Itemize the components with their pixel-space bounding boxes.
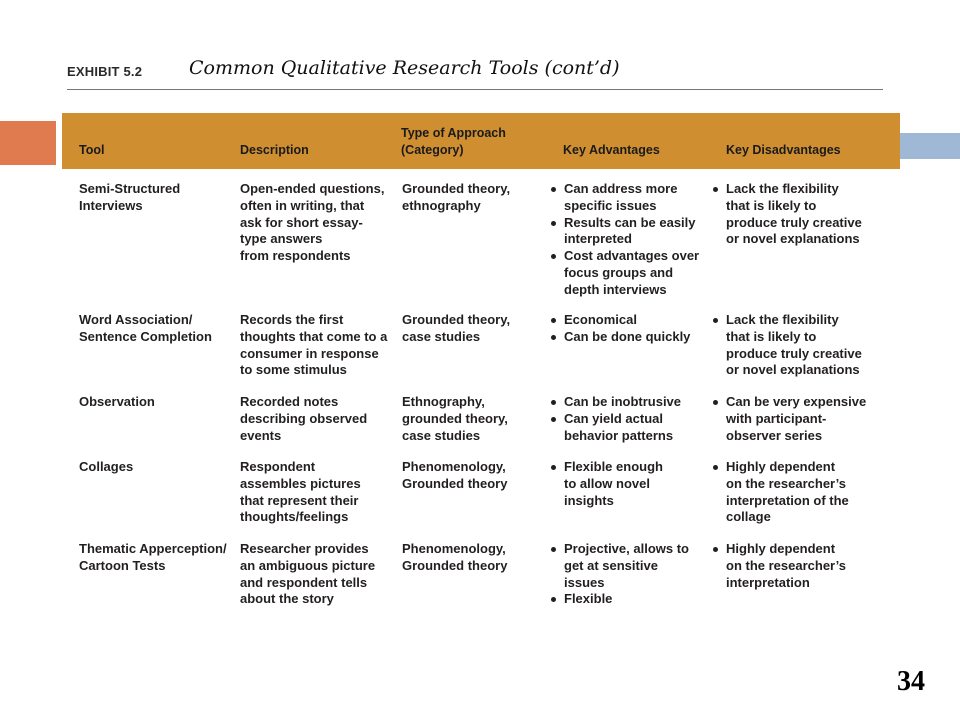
cell-description: [240, 312, 387, 379]
approach-line: case studies: [402, 427, 481, 443]
description-line: events: [240, 427, 282, 443]
advantage-line: Projective, allows to: [564, 541, 689, 556]
cell-approach: [402, 394, 508, 444]
advantage-item: [550, 591, 689, 608]
disadvantage-line: Can be very expensive: [726, 394, 867, 409]
disadvantage-line: collage: [726, 509, 771, 525]
disadvantage-line: Highly dependent: [726, 459, 836, 474]
disadvantage-line: interpretation: [726, 574, 810, 590]
description-line: thoughts/feelings: [240, 509, 349, 525]
cell-tool: [79, 181, 180, 215]
advantage-line: Flexible enough: [564, 459, 663, 474]
advantage-line: to allow novel: [564, 475, 650, 491]
cell-tool: [79, 541, 227, 575]
approach-line: Grounded theory: [402, 557, 508, 573]
header-description: Description: [240, 143, 309, 157]
advantage-item: [550, 181, 699, 215]
disadvantage-item: [712, 312, 862, 379]
advantage-line: interpreted: [564, 231, 632, 247]
advantage-line: insights: [564, 492, 614, 508]
tool-line: Interviews: [79, 197, 143, 213]
cell-tool: [79, 394, 155, 411]
disadvantages-list: [712, 541, 846, 591]
description-line: assembles pictures: [240, 475, 361, 491]
disadvantage-line: on the researcher’s: [726, 557, 846, 573]
disadvantage-line: that is likely to: [726, 197, 817, 213]
advantage-line: depth interviews: [564, 281, 667, 297]
page-number: 34: [897, 666, 925, 697]
disadvantage-line: interpretation of the: [726, 492, 849, 508]
advantage-line: issues: [564, 574, 605, 590]
cell-disadvantages: [712, 459, 849, 526]
cell-advantages: [550, 394, 681, 444]
header-approach-line: Type of Approach: [401, 126, 506, 140]
advantages-list: [550, 312, 690, 346]
description-line: ask for short essay-: [240, 214, 363, 230]
cell-tool: [79, 312, 212, 346]
cell-approach: [402, 459, 507, 493]
advantages-list: [550, 541, 689, 608]
disadvantage-line: Highly dependent: [726, 541, 836, 556]
approach-line: grounded theory,: [402, 410, 508, 426]
header-tool: Tool: [79, 143, 105, 157]
tool-line: Thematic Apperception/: [79, 541, 227, 556]
disadvantage-item: [712, 459, 849, 526]
header-approach-line: (Category): [401, 143, 464, 157]
description-line: describing observed: [240, 410, 368, 426]
cell-advantages: [550, 312, 690, 346]
approach-line: Grounded theory,: [402, 312, 511, 327]
disadvantage-line: observer series: [726, 427, 823, 443]
description-line: an ambiguous picture: [240, 557, 376, 573]
disadvantage-item: [712, 181, 862, 248]
advantage-line: Economical: [564, 312, 637, 327]
cell-description: [240, 541, 375, 608]
disadvantage-line: that is likely to: [726, 328, 817, 344]
advantage-item: [550, 541, 689, 591]
description-line: Recorded notes: [240, 394, 339, 409]
advantage-item: [550, 329, 690, 346]
header-advantages: Key Advantages: [563, 143, 660, 157]
tool-line: Collages: [79, 459, 134, 474]
cell-description: [240, 459, 361, 526]
advantage-line: Flexible: [564, 591, 613, 607]
cell-disadvantages: [712, 181, 862, 248]
cell-approach: [402, 181, 510, 215]
disadvantage-line: Lack the flexibility: [726, 181, 839, 196]
exhibit-title: Common Qualitative Research Tools (cont’d): [189, 57, 620, 79]
disadvantage-line: Lack the flexibility: [726, 312, 839, 327]
cell-advantages: [550, 541, 689, 608]
advantage-line: get at sensitive: [564, 557, 658, 573]
tool-line: Cartoon Tests: [79, 557, 166, 573]
advantages-list: [550, 394, 681, 444]
cell-disadvantages: [712, 541, 846, 591]
approach-line: Phenomenology,: [402, 541, 506, 556]
header-approach: [401, 125, 506, 159]
advantage-line: Can yield actual: [564, 410, 663, 426]
description-line: and respondent tells: [240, 574, 368, 590]
description-line: consumer in response: [240, 345, 379, 361]
description-line: Researcher provides: [240, 541, 369, 556]
table-header: [62, 113, 900, 169]
advantage-item: [550, 215, 699, 249]
disadvantage-item: [712, 541, 846, 591]
advantage-line: behavior patterns: [564, 427, 674, 443]
advantage-line: Can be done quickly: [564, 328, 691, 344]
advantages-list: [550, 459, 663, 509]
cell-approach: [402, 541, 507, 575]
advantages-list: [550, 181, 699, 299]
exhibit-label: EXHIBIT 5.2: [67, 64, 143, 79]
advantage-item: [550, 411, 681, 445]
description-line: Respondent: [240, 459, 316, 474]
disadvantages-list: [712, 181, 862, 248]
disadvantage-line: or novel explanations: [726, 362, 860, 378]
description-line: Open-ended questions,: [240, 181, 385, 196]
advantage-item: [550, 312, 690, 329]
disadvantage-line: produce truly creative: [726, 214, 862, 230]
cell-disadvantages: [712, 394, 866, 444]
approach-line: ethnography: [402, 197, 481, 213]
right-accent-bar: [900, 133, 960, 159]
advantage-line: Can be inobtrusive: [564, 394, 682, 409]
cell-advantages: [550, 181, 699, 299]
left-accent-bar: [0, 121, 56, 165]
approach-line: Ethnography,: [402, 394, 485, 409]
tool-line: Semi-Structured: [79, 181, 181, 196]
advantage-item: [550, 394, 681, 411]
cell-description: [240, 181, 384, 265]
header-disadvantages: Key Disadvantages: [726, 143, 841, 157]
disadvantage-line: with participant-: [726, 410, 827, 426]
disadvantages-list: [712, 312, 862, 379]
disadvantage-line: or novel explanations: [726, 231, 860, 247]
disadvantage-line: on the researcher’s: [726, 475, 846, 491]
approach-line: case studies: [402, 328, 481, 344]
approach-line: Phenomenology,: [402, 459, 506, 474]
disadvantage-line: produce truly creative: [726, 345, 862, 361]
description-line: that represent their: [240, 492, 359, 508]
cell-description: [240, 394, 367, 444]
description-line: type answers: [240, 231, 323, 247]
advantage-line: Cost advantages over: [564, 248, 700, 264]
cell-tool: [79, 459, 133, 476]
cell-disadvantages: [712, 312, 862, 379]
advantage-line: Can address more: [564, 181, 678, 196]
advantage-item: [550, 459, 663, 509]
cell-advantages: [550, 459, 663, 509]
description-line: about the story: [240, 591, 334, 607]
title-divider: [67, 89, 883, 90]
advantage-line: focus groups and: [564, 264, 674, 280]
description-line: to some stimulus: [240, 362, 347, 378]
tool-line: Word Association/: [79, 312, 193, 327]
description-line: Records the first: [240, 312, 344, 327]
advantage-item: [550, 248, 699, 298]
approach-line: Grounded theory,: [402, 181, 511, 196]
tool-line: Observation: [79, 394, 155, 409]
description-line: from respondents: [240, 248, 351, 264]
disadvantages-list: [712, 459, 849, 526]
tool-line: Sentence Completion: [79, 328, 212, 344]
approach-line: Grounded theory: [402, 475, 508, 491]
disadvantage-item: [712, 394, 866, 444]
advantage-line: specific issues: [564, 197, 657, 213]
advantage-line: Results can be easily: [564, 214, 696, 230]
description-line: often in writing, that: [240, 197, 365, 213]
cell-approach: [402, 312, 510, 346]
description-line: thoughts that come to a: [240, 328, 388, 344]
disadvantages-list: [712, 394, 866, 444]
